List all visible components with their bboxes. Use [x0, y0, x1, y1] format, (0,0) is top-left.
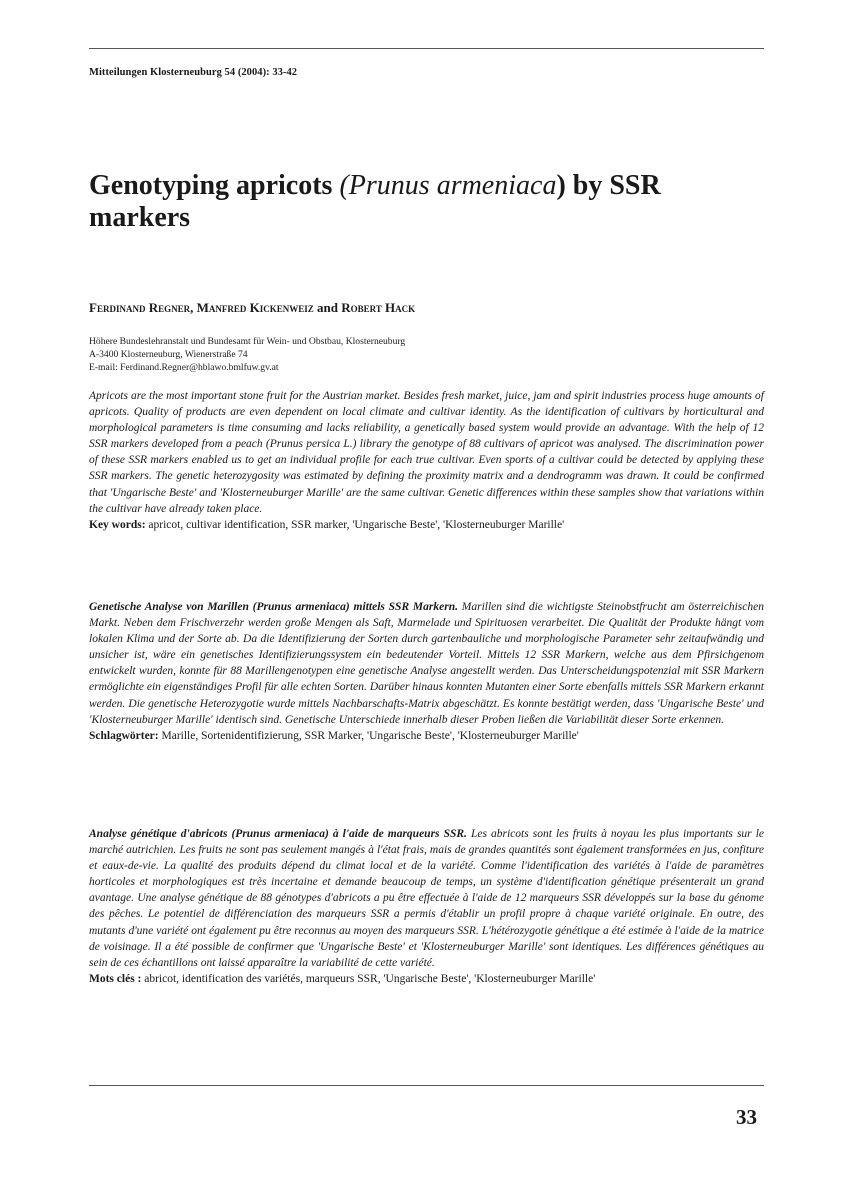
author-name: Robert Hack [341, 300, 416, 315]
title-text-2: ) by SSR markers [89, 170, 661, 233]
title-text-1: Genotyping apricots [89, 170, 340, 201]
author-name: Manfred Kickenweiz [196, 300, 314, 315]
abstract-title: Genetische Analyse von Marillen (Prunus armeniaca) mittels SSR Markern. [89, 601, 458, 613]
abstract-title: Analyse génétique d'abricots (Prunus armeniaca) à l'aide de marqueurs SSR. [89, 828, 467, 840]
footer-rule [89, 1085, 764, 1086]
author-separator: , [190, 300, 197, 315]
keywords-label: Key words: [89, 518, 146, 531]
title-scientific-name: (Prunus armeniaca [339, 170, 557, 201]
abstract-text: Apricots are the most important stone fruit for the Austrian market. Besides fresh market, juice, jam and spirit industries process huge amounts of apricots. Quality of products are even dependent on local climate and cultivar identity. As the identification of cultivars by horticultural and morphological parameters is time consuming and lacks reliability, a genetically based system would provide an advantage. With the help of 12 SSR markers developed from a peach (Prunus persica L.) library the genotype of 88 cultivars of apricot was analysed. The discrimination power of these SSR markers enabled us to get an individual profile for each true cultivar. Even sports of a cultivar could be detected by applying these SSR markers. The genetic heterozygosity was estimated by defining the proximity matrix and a dendrogramm was drawn. It could be confirmed that 'Ungarische Beste' and 'Klosterneuburger Marille' are the same cultivar. Genetic differences within these samples show that variations within the cultivar have already taken place. [89, 390, 764, 515]
abstract-body: Les abricots sont les fruits à noyau les plus importants sur le marché autrichien. Les fruits ne sont pas seulement mangés à l'état frais, mais de grandes quantités sont également transformées en jus, confiture et eaux-de-vie. La qualité des produits dépend du climat local et de la variété. Comme l'identification des variétés à l'aide de paramètres horticoles et morphologiques est très incertaine et demande beaucoup de temps, un système d'identification génétique présenterait un grand avantage. Une analyse génétique de 88 génotypes d'abricots a pu être effectuée à l'aide de 12 marqueurs SSR développés sur la base du génome des pêches. Le potentiel de différenciation des marqueurs SSR a permis d'établir un profil propre à chaque variété originale. En outre, des mutants d'une variété ont également pu être reconnus au moyen des marqueurs SSR. L'hétérozygotie génétique a été estimée à l'aide de la matrice de voisinage. Il a été possible de confirmer que 'Ungarische Beste' et 'Klosterneuburger Marille' sont identiques. Les différences génétiques au sein de ces échantillons ont laissé apparaître la variabilité de cette variété. [89, 828, 764, 969]
keywords [89, 517, 764, 533]
author-list [89, 300, 415, 316]
author-separator: and [313, 300, 342, 315]
abstract-french [89, 826, 764, 987]
journal-citation: Mitteilungen Klosterneuburg 54 (2004): 33-42 [89, 67, 298, 78]
abstract-text [89, 599, 764, 728]
article-title [89, 170, 749, 234]
abstract-english [89, 388, 764, 533]
keywords-label: Mots clés : [89, 972, 142, 985]
keywords [89, 971, 764, 987]
keywords [89, 728, 764, 744]
abstract-text [89, 826, 764, 971]
keywords-list: Marille, Sortenidentifizierung, SSR Marker, 'Ungarische Beste', 'Klosterneuburger Marille' [158, 729, 579, 742]
affiliation [89, 336, 405, 374]
author-name: Ferdinand Regner [89, 300, 191, 315]
abstract-german [89, 599, 764, 744]
affiliation-address: A-3400 Klosterneuburg, Wienerstraße 74 [89, 348, 248, 360]
keywords-list: apricot, cultivar identification, SSR marker, 'Ungarische Beste', 'Klosterneuburger Marille' [145, 518, 565, 531]
page-number: 33 [736, 1105, 757, 1129]
abstract-body: Marillen sind die wichtigste Steinobstfrucht am österreichischen Markt. Neben dem Frischverzehr werden große Mengen als Saft, Marmelade und Spirituosen verarbeitet. Die Qualität der Produkte hängt vom lokalen Klima und der Sorte ab. Da die Identifizierung der Sorten durch gartenbauliche und morphologische Parameter sehr zeitaufwändig und unsicher ist, wäre ein genetisches Identifizierungssystem ein bedeutender Vorteil. Mittels 12 SSR Markern, welche aus dem Pfirsichgenom entwickelt wurden, konnte für 88 Marillengenotypen eine genetische Analyse angestellt werden. Das Unterscheidungspotenzial mit SSR Markern ermöglichte ein eigenständiges Profil für alle echten Sorten. Darüber hinaus konnten Mutanten einer Sorte ebenfalls mittels SSR Markern erkannt werden. Die genetische Heterozygotie wurde mittels Nachbarschafts-Matrix abgeschätzt. Es konnte bestätigt werden, dass 'Ungarische Beste' und 'Klosterneuburger Marille' identisch sind. Genetische Unterschiede innerhalb dieser Proben ließen die Variabilität dieser Sorte erkennen. [89, 601, 764, 726]
keywords-label: Schlagwörter: [89, 729, 159, 742]
header-rule [89, 48, 764, 49]
affiliation-email[interactable]: E-mail: Ferdinand.Regner@hblawo.bmlfuw.gv.at [89, 361, 279, 373]
affiliation-institution: Höhere Bundeslehranstalt und Bundesamt für Wein- und Obstbau, Klosterneuburg [89, 336, 406, 347]
keywords-list: abricot, identification des variétés, marqueurs SSR, 'Ungarische Beste', 'Klosterneuburger Marille' [141, 972, 596, 985]
